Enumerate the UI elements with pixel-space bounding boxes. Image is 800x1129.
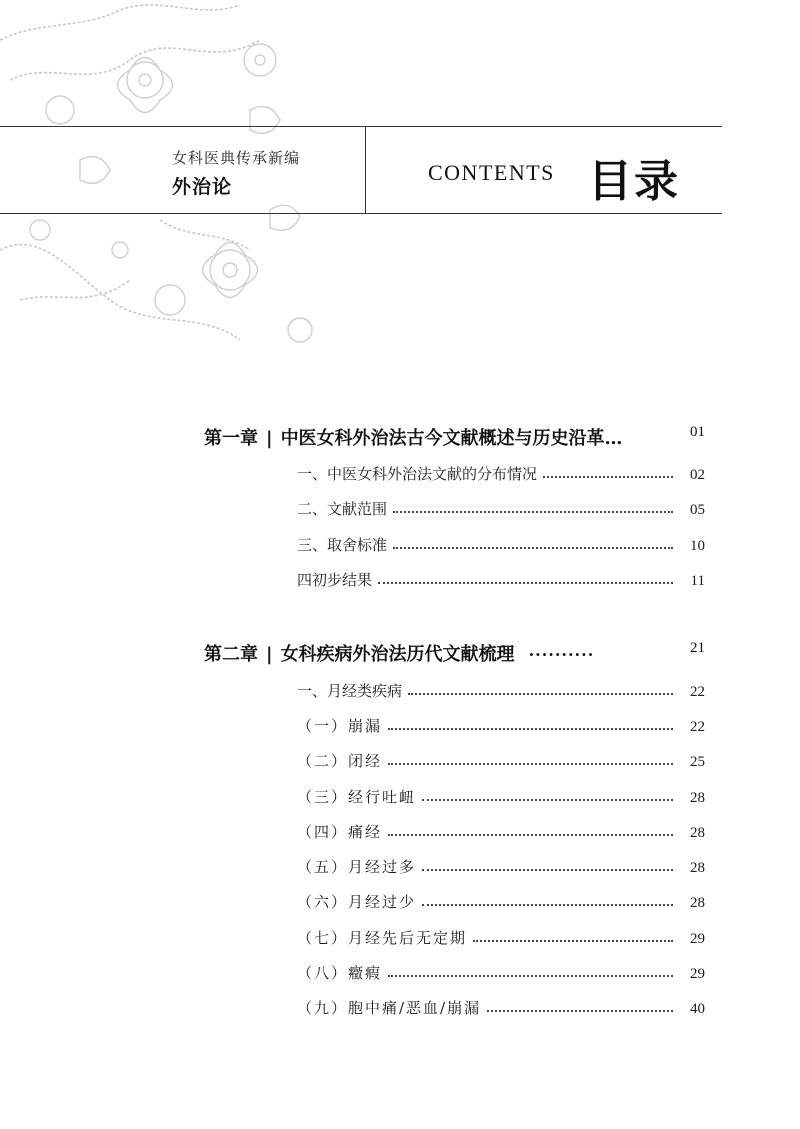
toc-entry-label: 一、中医女科外治法文献的分布情况: [297, 463, 541, 484]
toc-entry[interactable]: [297, 566, 705, 590]
header-divider: [365, 127, 366, 213]
chapter-heading[interactable]: [204, 640, 705, 666]
chapter-title: 中医女科外治法古今文献概述与历史沿革…: [280, 428, 623, 449]
toc-entry-label: 二、文献范围: [297, 498, 391, 519]
contents-heading-en: CONTENTS: [428, 160, 555, 185]
toc-entry-page: 10: [690, 538, 705, 554]
chapter-dot-leader: ··········: [528, 645, 595, 664]
chapter-number: 第一章: [204, 428, 258, 449]
toc-entry-label: （八）癥瘕: [297, 962, 386, 983]
chapter-title: 女科疾病外治法历代文献梳理: [280, 644, 515, 665]
dot-leader: [422, 904, 673, 906]
toc-entry[interactable]: [297, 712, 705, 736]
toc-entry[interactable]: [297, 677, 705, 701]
toc-entry-page: 22: [690, 719, 705, 735]
dot-leader: [393, 511, 673, 513]
dot-leader: [422, 869, 673, 871]
chapter-page: 21: [690, 640, 705, 656]
toc-entry-page: 25: [690, 754, 705, 770]
toc-entry-page: 28: [690, 790, 705, 806]
toc-entry-label: 四初步结果: [297, 569, 376, 590]
chapter-separator: |: [266, 428, 273, 449]
toc-entry[interactable]: [297, 888, 705, 912]
dot-leader: [378, 582, 673, 584]
contents-heading-zh: 目录: [588, 156, 680, 207]
toc-entry[interactable]: [297, 853, 705, 877]
toc-entry-label: （六）月经过少: [297, 891, 420, 912]
toc-entry-page: 28: [690, 825, 705, 841]
toc-entry[interactable]: [297, 783, 705, 807]
toc-entry-label: （二）闭经: [297, 750, 386, 771]
toc-entry[interactable]: [297, 818, 705, 842]
toc-entry-label: （九）胞中痛/恶血/崩漏: [297, 997, 485, 1018]
toc-entry-label: （七）月经先后无定期: [297, 927, 471, 948]
toc-entry[interactable]: [297, 460, 705, 484]
toc-entry-label: （五）月经过多: [297, 856, 420, 877]
dot-leader: [388, 763, 673, 765]
toc-entry-page: 11: [690, 573, 705, 589]
toc-entry-page: 29: [690, 931, 705, 947]
dot-leader: [388, 728, 673, 730]
toc-entry[interactable]: [297, 495, 705, 519]
series-title: 女科医典传承新编: [172, 149, 301, 167]
toc-entry[interactable]: [297, 924, 705, 948]
toc-entry-page: 29: [690, 966, 705, 982]
book-subtitle: 外治论: [172, 176, 233, 198]
toc-entry-page: 02: [690, 467, 705, 483]
toc-entry-label: 三、取舍标准: [297, 534, 391, 555]
dot-leader: [422, 799, 673, 801]
dot-leader: [388, 834, 673, 836]
dot-leader: [388, 975, 673, 977]
toc-entry-label: （四）痛经: [297, 821, 386, 842]
floral-ornament: [0, 0, 330, 360]
dot-leader: [408, 693, 673, 695]
toc-entry-page: 22: [690, 684, 705, 700]
toc-entry-page: 40: [690, 1001, 705, 1017]
toc-entry[interactable]: [297, 531, 705, 555]
toc-entry[interactable]: [297, 959, 705, 983]
chapter-number: 第二章: [204, 644, 258, 665]
dot-leader: [393, 547, 673, 549]
toc-entry-page: 05: [690, 502, 705, 518]
toc-entry[interactable]: [297, 747, 705, 771]
chapter-page: 01: [690, 424, 705, 440]
dot-leader: [473, 940, 673, 942]
dot-leader: [487, 1010, 673, 1012]
toc-entry[interactable]: [297, 994, 705, 1018]
toc-entry-label: （三）经行吐衄: [297, 786, 420, 807]
dot-leader: [543, 476, 673, 478]
toc-entry-label: 一、月经类疾病: [297, 680, 406, 701]
chapter-heading[interactable]: [204, 424, 705, 450]
toc-entry-label: （一）崩漏: [297, 715, 386, 736]
header-top-rule: [0, 126, 722, 127]
chapter-separator: |: [266, 644, 273, 665]
toc-entry-page: 28: [690, 895, 705, 911]
header-bottom-rule: [0, 213, 722, 214]
toc-entry-page: 28: [690, 860, 705, 876]
